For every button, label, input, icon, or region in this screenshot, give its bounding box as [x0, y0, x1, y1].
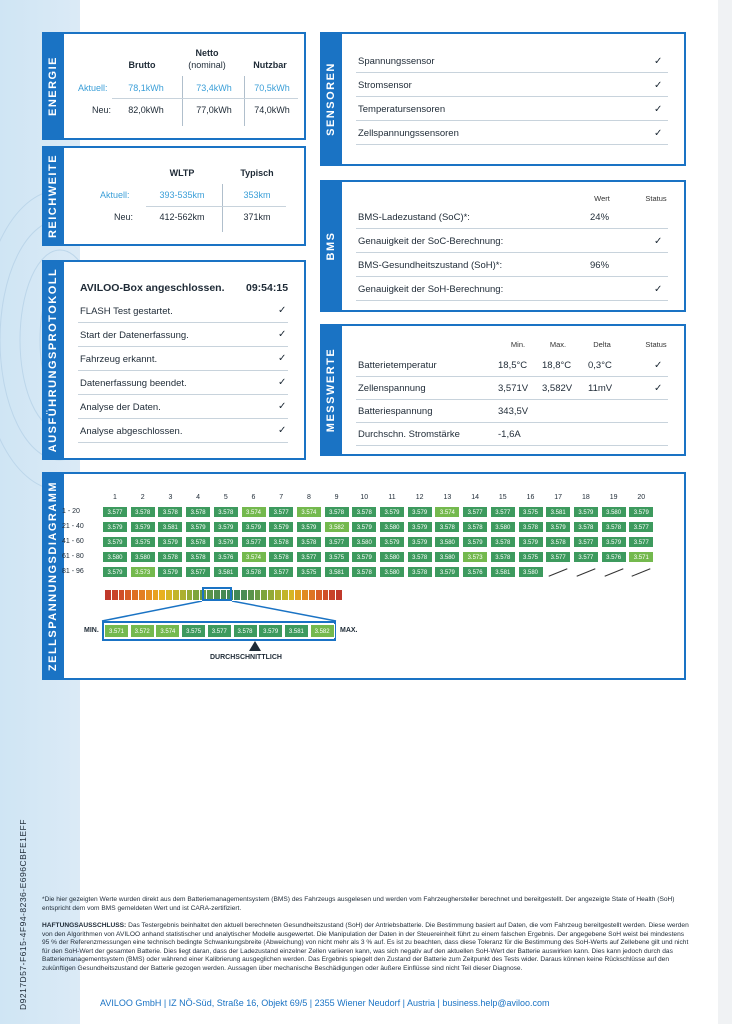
energie-card [42, 32, 306, 140]
scale-segment [309, 590, 316, 600]
voltage-cell: 3.580 [490, 521, 516, 533]
voltage-cell: 3.573 [130, 566, 156, 578]
voltage-cell: 3.579 [545, 521, 571, 533]
voltage-cell: 3.580 [601, 506, 627, 518]
row-divider [78, 322, 288, 323]
voltage-cell: 3.576 [462, 566, 488, 578]
voltage-cell: 3.577 [102, 506, 128, 518]
check-icon: ✓ [278, 425, 287, 436]
protokoll-item: FLASH Test gestartet. [80, 306, 173, 317]
voltage-cell: 3.577 [628, 536, 654, 548]
voltage-cell: 3.579 [407, 536, 433, 548]
voltage-cell: 3.576 [601, 551, 627, 563]
messwerte-tab [320, 326, 342, 454]
average-marker [249, 641, 261, 651]
scale-segment [302, 590, 309, 600]
voltage-cell: 3.577 [490, 506, 516, 518]
voltage-cell: 3.579 [351, 521, 377, 533]
check-icon: ✓ [654, 128, 663, 139]
bms-value: 96% [590, 260, 610, 271]
mess-max: 3,582V [542, 383, 573, 394]
rw-neu-wltp: 412-562km [159, 212, 205, 222]
scale-value: 3.579 [258, 624, 283, 638]
voltage-cell: 3.579 [628, 506, 654, 518]
voltage-cell: 3.581 [545, 506, 571, 518]
aktuell-nutzbar: 70,5kWh [254, 83, 290, 93]
row-divider [356, 376, 668, 377]
protokoll-time: 09:54:15 [246, 282, 289, 294]
row-divider [78, 346, 288, 347]
protokoll-card [42, 260, 306, 460]
col-header: 13 [443, 494, 452, 501]
check-icon: ✓ [278, 353, 287, 364]
voltage-cell: 3.580 [102, 551, 128, 563]
row-divider [356, 422, 668, 423]
row-divider [356, 96, 668, 97]
voltage-cell: 3.578 [434, 521, 460, 533]
neu-label: Neu: [92, 105, 112, 115]
col-max: Max. [549, 340, 567, 349]
col-nutzbar: Nutzbar [253, 60, 287, 70]
voltage-cell: 3.578 [573, 521, 599, 533]
scale-segment [166, 590, 173, 600]
voltage-cell: 3.579 [130, 521, 156, 533]
voltage-cell: 3.579 [185, 521, 211, 533]
voltage-cell: 3.579 [573, 506, 599, 518]
bms-label: Genauigkeit der SoC-Berechnung: [358, 236, 504, 247]
sensoren-title: SENSOREN [325, 62, 337, 136]
row-divider [356, 228, 668, 229]
empty-cell-dash [576, 568, 595, 576]
voltage-cell: 3.579 [379, 536, 405, 548]
scale-segment [187, 590, 194, 600]
voltage-cell: 3.573 [462, 551, 488, 563]
col-header: 9 [334, 494, 339, 501]
row-header: 41 - 60 [62, 538, 84, 545]
voltage-cell: 3.575 [518, 506, 544, 518]
scale-highlight [202, 587, 232, 601]
messwerte-card [320, 324, 686, 456]
protokoll-title: AUSFÜHRUNGSPROTOKOLL [47, 267, 59, 453]
scale-value: 3.571 [104, 624, 129, 638]
voltage-cell: 3.574 [296, 506, 322, 518]
voltage-cell: 3.579 [102, 536, 128, 548]
diagramm-tab [42, 474, 64, 678]
mess-delta: 0,3°C [588, 360, 612, 371]
voltage-cell: 3.578 [130, 506, 156, 518]
scale-segment [119, 590, 126, 600]
voltage-cell: 3.578 [490, 551, 516, 563]
voltage-cell: 3.578 [241, 566, 267, 578]
voltage-cell: 3.579 [268, 521, 294, 533]
voltage-cell: 3.581 [324, 566, 350, 578]
row-divider [356, 276, 668, 277]
voltage-cell: 3.577 [268, 506, 294, 518]
check-icon: ✓ [278, 401, 287, 412]
min-label: MIN. [84, 627, 99, 634]
sensor-item: Stromsensor [358, 80, 412, 91]
voltage-cell: 3.577 [462, 506, 488, 518]
row-header: 21 - 40 [62, 523, 84, 530]
row-divider [356, 399, 668, 400]
protokoll-tab [42, 262, 64, 458]
scale-value: 3.574 [155, 624, 180, 638]
voltage-cell: 3.571 [628, 551, 654, 563]
check-icon: ✓ [654, 104, 663, 115]
check-icon: ✓ [278, 377, 287, 388]
row-header: 61 - 80 [62, 553, 84, 560]
col-header: 7 [279, 494, 284, 501]
voltage-cell: 3.575 [130, 536, 156, 548]
voltage-cell: 3.575 [324, 551, 350, 563]
col-header: 15 [498, 494, 507, 501]
scale-value: 3.572 [130, 624, 155, 638]
scale-segment [139, 590, 146, 600]
voltage-cell: 3.578 [296, 536, 322, 548]
right-margin-band [718, 0, 732, 1024]
empty-cell-dash [604, 568, 623, 576]
scale-segment [261, 590, 268, 600]
col-header: 4 [196, 494, 201, 501]
scale-segment [323, 590, 330, 600]
rw-neu-label: Neu: [114, 212, 134, 222]
zoom-lines [100, 601, 340, 621]
empty-cell-dash [632, 568, 651, 576]
voltage-cell: 3.577 [324, 536, 350, 548]
scale-segment [282, 590, 289, 600]
voltage-cell: 3.578 [268, 536, 294, 548]
check-icon: ✓ [654, 80, 663, 91]
voltage-cell: 3.579 [213, 536, 239, 548]
row-divider [78, 394, 288, 395]
diagramm-card [42, 472, 686, 680]
voltage-cell: 3.579 [351, 551, 377, 563]
col-header: 17 [554, 494, 563, 501]
scale-segment [336, 590, 343, 600]
voltage-cell: 3.577 [185, 566, 211, 578]
footnote-soh: *Die hier gezeigten Werte wurden direkt aus dem Batteriemanagementsystem (BMS) des Fahrzeugs ausgelesen und werden vom Fahrzeughersteller berechnet und bereitgestellt. Der angezeigte State of Health (SoH) entspricht dem vom BMS gemeldeten Wert und ist CARA-zertifiziert. [42, 896, 675, 912]
scale-segment [125, 590, 132, 600]
disclaimer-head: HAFTUNGSAUSSCHLUSS: [42, 922, 127, 929]
voltage-cell: 3.578 [268, 551, 294, 563]
rw-neu-typisch: 371km [243, 212, 271, 222]
voltage-cell: 3.577 [241, 536, 267, 548]
scale-segment [105, 590, 112, 600]
aktuell-netto: 73,4kWh [196, 83, 232, 93]
bms-label: Genauigkeit der SoH-Berechnung: [358, 284, 504, 295]
voltage-cell: 3.575 [296, 566, 322, 578]
col-header: 6 [251, 494, 256, 501]
reichweite-tab [42, 148, 64, 244]
mess-min: 343,5V [498, 406, 529, 417]
empty-cell-dash [549, 568, 568, 576]
scale-segment [316, 590, 323, 600]
row-divider [356, 72, 668, 73]
scale-value: 3.575 [181, 624, 206, 638]
rw-aktuell-label: Aktuell: [100, 190, 130, 200]
voltage-cell: 3.578 [185, 506, 211, 518]
col-header: 2 [140, 494, 145, 501]
voltage-cell: 3.579 [462, 536, 488, 548]
rw-aktuell-typisch: 353km [243, 190, 271, 200]
col-header: 12 [415, 494, 424, 501]
document-id: D9217D57-F615-4F94-8236-E696CBFE1EFF [18, 819, 28, 1010]
voltage-cell: 3.579 [296, 521, 322, 533]
voltage-cell: 3.578 [351, 566, 377, 578]
max-label: MAX. [340, 627, 358, 634]
sensor-item: Zellspannungssensoren [358, 128, 459, 139]
voltage-cell: 3.579 [601, 536, 627, 548]
voltage-cell: 3.578 [407, 551, 433, 563]
mess-delta: 11mV [588, 383, 613, 394]
scale-segment [159, 590, 166, 600]
voltage-cell: 3.580 [434, 551, 460, 563]
scale-value: 3.577 [207, 624, 232, 638]
voltage-cell: 3.578 [462, 521, 488, 533]
reichweite-title: REICHWEITE [47, 153, 59, 239]
row-divider [356, 252, 668, 253]
rw-aktuell-wltp: 393-535km [159, 190, 205, 200]
bms-label: BMS-Ladezustand (SoC)*: [358, 212, 470, 223]
diagramm-title: ZELLSPANNUNGSDIAGRAMM [47, 480, 59, 672]
col-header: 3 [168, 494, 173, 501]
col-header: 14 [471, 494, 479, 501]
scale-segment [146, 590, 153, 600]
voltage-cell: 3.577 [628, 521, 654, 533]
mess-label: Batteriespannung [358, 406, 433, 417]
voltage-cell: 3.574 [241, 551, 267, 563]
col-header: 10 [360, 494, 369, 501]
sensor-item: Temperatursensoren [358, 104, 446, 115]
scale-segment [234, 590, 241, 600]
protokoll-item: Analyse abgeschlossen. [80, 426, 183, 437]
bms-value: 24% [590, 212, 610, 223]
mess-max: 18,8°C [542, 360, 572, 371]
voltage-cell: 3.574 [434, 506, 460, 518]
voltage-cell: 3.582 [324, 521, 350, 533]
aktuell-brutto: 78,1kWh [128, 83, 164, 93]
voltage-cell: 3.574 [241, 506, 267, 518]
bms-label: BMS-Gesundheitszustand (SoH)*: [358, 260, 503, 271]
check-icon: ✓ [654, 236, 663, 247]
row-divider [78, 418, 288, 419]
scale-segment [132, 590, 139, 600]
col-header: 8 [306, 494, 311, 501]
voltage-cell: 3.578 [351, 506, 377, 518]
voltage-cell: 3.577 [573, 536, 599, 548]
average-label: DURCHSCHNITTLICH [210, 654, 282, 661]
check-icon: ✓ [654, 56, 663, 67]
scale-segment [153, 590, 160, 600]
voltage-cell: 3.580 [518, 566, 544, 578]
voltage-cell: 3.579 [434, 566, 460, 578]
voltage-cell: 3.581 [490, 566, 516, 578]
voltage-cell: 3.578 [157, 551, 183, 563]
check-icon: ✓ [654, 284, 663, 295]
voltage-cell: 3.577 [296, 551, 322, 563]
energie-tab [42, 34, 64, 138]
scale-segment [329, 590, 336, 600]
voltage-cell: 3.578 [324, 506, 350, 518]
mess-label: Zellenspannung [358, 383, 426, 394]
col-header: 18 [581, 494, 590, 501]
scale-segment [112, 590, 119, 600]
voltage-cell: 3.579 [157, 566, 183, 578]
voltage-cell: 3.577 [545, 551, 571, 563]
mess-min: -1,6A [498, 429, 521, 440]
neu-brutto: 82,0kWh [128, 105, 164, 115]
scale-segment [255, 590, 262, 600]
sensor-item: Spannungssensor [358, 56, 435, 67]
voltage-cell: 3.580 [351, 536, 377, 548]
scale-segment [289, 590, 296, 600]
col-brutto: Brutto [128, 60, 156, 70]
check-icon: ✓ [278, 329, 287, 340]
voltage-cell: 3.579 [518, 536, 544, 548]
col-netto-sub: (nominal) [188, 60, 226, 70]
protokoll-item: Fahrzeug erkannt. [80, 354, 158, 365]
disclaimer-text: Das Testergebnis beinhaltet den aktuell berechneten Gesundheitszustand (SoH) der Antriebsbatterie. Die Bestimmung basiert auf Daten, die vom Fahrzeug bereitgestellt werden. Diese werden von den Algorithmen von AVILOO anhand statistischer und analytischer Modelle ausgewertet. Die Manipulation der Daten in der Steuereinheit führt zu einem falschen Ergebnis. Der angegebene SoH weist bei mindestens 95 % der Referenzmessungen eine technisch bedingte Schwankungsbreite (Abweichung) von nicht mehr als 3 % auf. Es ist zu beachten, dass diese Toleranz für die Bestimmung des SoH-Werts auf Zellebene gilt und nicht für den SoH-Wert der gesamten Batterie. Dies liegt daran, dass der Ladezustand einzelner Zellen variieren kann, was sich negativ auf den aktuellen SoH-Wert der Batterie auswirken kann. Dies kann jedoch durch das Batteriemanagementsystem (BMS) oder während einer Kalibrierung ausgeglichen werden. Das Ergebnis spiegelt den Zustand der Batterie zum Zeitpunkt des Tests wider. Daraus können keine Rückschlüsse auf den zukünftigen Gesundheitszustand der Batterie gezogen werden. Aussagen über mechanische Beschädigungen oder äußere Einflüsse sind nicht Teil dieser Diagnose. [42, 922, 689, 972]
col-header: 16 [526, 494, 535, 501]
aktuell-label: Aktuell: [78, 83, 108, 93]
col-header: 5 [223, 494, 228, 501]
scale-segment [173, 590, 180, 600]
scale-segment [268, 590, 275, 600]
scale-value: 3.578 [233, 624, 258, 638]
voltage-cell: 3.580 [379, 566, 405, 578]
voltage-cell: 3.580 [379, 551, 405, 563]
voltage-cell: 3.581 [157, 521, 183, 533]
voltage-cell: 3.579 [102, 521, 128, 533]
row-divider [78, 442, 288, 443]
col-status: Status [645, 194, 667, 203]
voltage-cell: 3.580 [379, 521, 405, 533]
voltage-cell: 3.579 [102, 566, 128, 578]
voltage-cell: 3.578 [601, 521, 627, 533]
voltage-cell: 3.579 [241, 521, 267, 533]
voltage-cell: 3.575 [518, 551, 544, 563]
protokoll-item: Start der Datenerfassung. [80, 330, 189, 341]
voltage-cell: 3.576 [213, 551, 239, 563]
disclaimer [42, 922, 690, 974]
scale-segment [248, 590, 255, 600]
voltage-cell: 3.578 [213, 506, 239, 518]
voltage-cell: 3.579 [407, 521, 433, 533]
voltage-cell: 3.578 [545, 536, 571, 548]
mess-min: 18,5°C [498, 360, 528, 371]
voltage-cell: 3.578 [185, 536, 211, 548]
col-header: 20 [637, 494, 646, 501]
check-icon: ✓ [654, 360, 663, 371]
check-icon: ✓ [278, 305, 287, 316]
row-divider [356, 445, 668, 446]
col-status: Status [645, 340, 667, 349]
messwerte-title: MESSWERTE [325, 347, 337, 433]
col-min: Min. [510, 340, 526, 349]
scale-segment [295, 590, 302, 600]
col-delta: Delta [593, 340, 611, 349]
voltage-cell: 3.578 [518, 521, 544, 533]
col-wltp: WLTP [169, 168, 195, 178]
row-divider [356, 300, 668, 301]
row-header: 81 - 96 [62, 568, 84, 575]
scale-value: 3.581 [284, 624, 309, 638]
mess-label: Batterietemperatur [358, 360, 437, 371]
scale-value: 3.582 [310, 624, 335, 638]
voltage-cell: 3.578 [185, 551, 211, 563]
voltage-cell: 3.580 [434, 536, 460, 548]
voltage-cell: 3.578 [407, 566, 433, 578]
sensoren-card [320, 32, 686, 166]
col-header: 19 [609, 494, 618, 501]
reichweite-card [42, 146, 306, 246]
mess-min: 3,571V [498, 383, 529, 394]
row-divider [356, 120, 668, 121]
voltage-cell: 3.581 [213, 566, 239, 578]
protokoll-item: Datenerfassung beendet. [80, 378, 187, 389]
neu-nutzbar: 74,0kWh [254, 105, 290, 115]
row-header: 1 - 20 [62, 508, 80, 515]
voltage-cell: 3.579 [157, 536, 183, 548]
row-divider [78, 370, 288, 371]
voltage-cell: 3.580 [130, 551, 156, 563]
row-divider [356, 144, 668, 145]
neu-netto: 77,0kWh [196, 105, 232, 115]
scale-segment [241, 590, 248, 600]
col-typisch: Typisch [240, 168, 274, 178]
check-icon: ✓ [654, 383, 663, 394]
energie-title: ENERGIE [47, 55, 59, 117]
footer-address: AVILOO GmbH | IZ NÖ-Süd, Straße 16, Objekt 69/5 | 2355 Wiener Neudorf | Austria | business.help@aviloo.com [100, 998, 550, 1008]
col-wert: Wert [594, 194, 610, 203]
voltage-cell: 3.578 [490, 536, 516, 548]
scale-segment [180, 590, 187, 600]
col-header: 1 [113, 494, 117, 501]
col-header: 11 [388, 494, 396, 501]
sensoren-tab [320, 34, 342, 164]
protokoll-item: Analyse der Daten. [80, 402, 161, 413]
protokoll-heading: AVILOO-Box angeschlossen. [80, 282, 225, 294]
scale-segment [275, 590, 282, 600]
mess-label: Durchschn. Stromstärke [358, 429, 460, 440]
col-netto: Netto [195, 48, 219, 58]
bms-card [320, 180, 686, 312]
voltage-cell: 3.579 [407, 506, 433, 518]
voltage-cell: 3.577 [268, 566, 294, 578]
bms-title: BMS [325, 231, 337, 261]
voltage-cell: 3.579 [213, 521, 239, 533]
bms-tab [320, 182, 342, 310]
scale-segment [193, 590, 200, 600]
voltage-cell: 3.577 [573, 551, 599, 563]
voltage-cell: 3.579 [379, 506, 405, 518]
voltage-cell: 3.578 [157, 506, 183, 518]
